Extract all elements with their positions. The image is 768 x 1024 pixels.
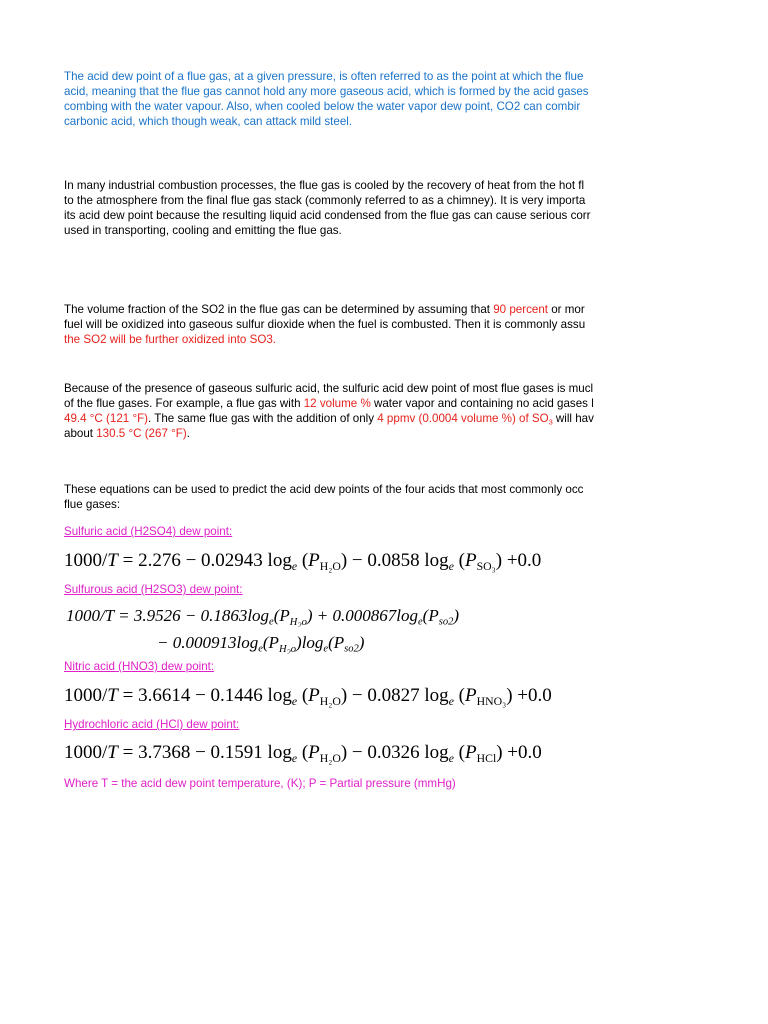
equation-hydrochloric-acid: 1000/T = 3.7368 − 0.1591 $\log_e (P_{H_2O}) - 0.0326$ $\log_e (P_{HCl}) +0.0$ <box>64 742 542 765</box>
label-sulfurous-acid: Sulfurous acid (H2SO3) dew point: <box>64 583 243 596</box>
equation-nitric-acid: 1000/T = 3.6614 − 0.1446 $\log_e (P_{H_2O}) - 0.0827$ $\log_e (P_{HNO_3}) +0.0$ <box>64 685 552 708</box>
text-line: acid, meaning that the flue gas cannot hold any more gaseous acid, which is formed by the acid gases <box>64 85 589 98</box>
text-line: about 130.5 °C (267 °F). <box>64 427 190 440</box>
text-line: The acid dew point of a flue gas, at a given pressure, is often referred to as the point at which the flue <box>64 70 584 83</box>
highlight-12-volume: 12 volume % <box>303 397 371 410</box>
text-line: fuel will be oxidized into gaseous sulfur dioxide when the fuel is combusted. Then it is commonly assu <box>64 318 586 331</box>
paragraph-so2-volume-fraction <box>64 302 636 347</box>
equation-sulfurous-acid-line-2: − $0.000913\log_e(P_{H_2o})\log_e(P_{so2})$ <box>157 633 365 654</box>
highlight-130-5-c: 130.5 °C (267 °F) <box>96 427 187 440</box>
highlight-90-percent: 90 percent <box>493 303 549 316</box>
text-line: its acid dew point because the resulting liquid acid condensed from the flue gas can cause serious corr <box>64 209 591 222</box>
highlight-4-ppmv: 4 ppmv (0.0004 volume %) of SO <box>377 412 549 425</box>
text-line: to the atmosphere from the final flue gas stack (commonly referred to as a chimney). It is very importa <box>64 194 586 207</box>
equation-sulfurous-acid-line-1: $1000/T = 3.9526 - 0.1863\log_e(P_{H_2o}) + 0.000867\log_e(P_{so2})$ <box>66 606 460 627</box>
text-line: 49.4 °C (121 °F). The same flue gas with the addition of only 4 ppmv (0.0004 volume %) of $SO_3$ will hav <box>64 412 594 427</box>
highlight-49-4-c: 49.4 °C (121 °F) <box>64 412 149 425</box>
paragraph-acid-dew-point-definition <box>64 69 636 129</box>
highlight-so3-line: the SO2 will be further oxidized into SO3. <box>64 333 277 346</box>
text-line: used in transporting, cooling and emitting the flue gas. <box>64 224 342 237</box>
text-line: carbonic acid, which though weak, can attack mild steel. <box>64 115 353 128</box>
label-sulfuric-acid: Sulfuric acid (H2SO4) dew point: <box>64 525 233 538</box>
paragraph-industrial-combustion <box>64 178 636 238</box>
text-line: Because of the presence of gaseous sulfuric acid, the sulfuric acid dew point of most flue gases is mucl <box>64 382 594 395</box>
variable-definitions: Where T = the acid dew point temperature, (K); P = Partial pressure (mmHg) <box>64 777 456 790</box>
label-nitric-acid: Nitric acid (HNO3) dew point: <box>64 660 215 673</box>
equation-sulfuric-acid: 1000/T = 2.276 − 0.02943 $\log_e (P_{H_2O}) - 0.0858$ $\log_e (P_{SO_3}) +0.0$ <box>64 550 542 573</box>
paragraph-equations-intro <box>64 482 636 512</box>
text-line: flue gases: <box>64 498 121 511</box>
paragraph-sulfuric-acid-dew-point <box>64 381 636 441</box>
text-line: of the flue gases. For example, a flue gas with 12 volume % water vapor and containing no acid gases l <box>64 397 594 410</box>
text-line: These equations can be used to predict the acid dew points of the four acids that most commonly occ <box>64 483 584 496</box>
text-line: The volume fraction of the SO2 in the flue gas can be determined by assuming that 90 percent or mor <box>64 303 585 316</box>
text-line: In many industrial combustion processes, the flue gas is cooled by the recovery of heat from the hot fl <box>64 179 585 192</box>
label-hydrochloric-acid: Hydrochloric acid (HCl) dew point: <box>64 718 240 731</box>
text-line: combing with the water vapour. Also, when cooled below the water vapor dew point, CO2 can combir <box>64 100 581 113</box>
